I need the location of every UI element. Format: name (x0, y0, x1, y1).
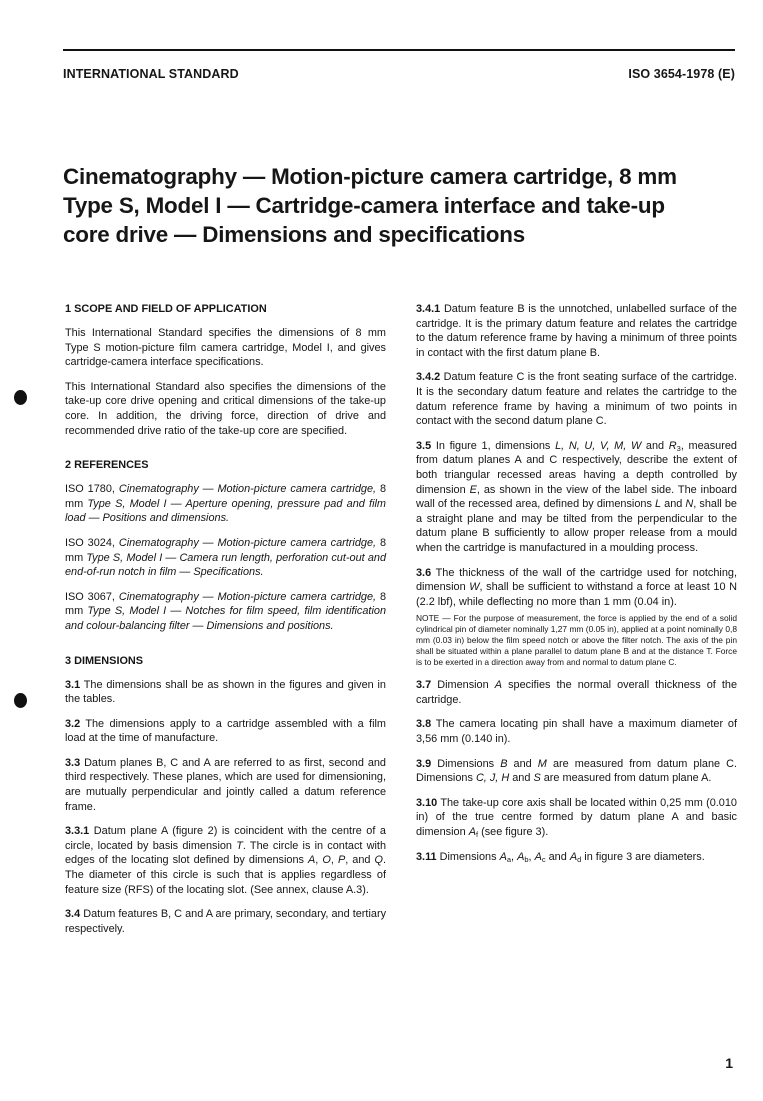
section-3-heading: 3 DIMENSIONS (65, 654, 144, 667)
clause-3-9: 3.9 Dimensions B and M are measured from datum plane C. Dimensions C, J, H and S are measured from datum plane A. (416, 757, 738, 785)
section-1-heading: 1 SCOPE AND FIELD OF APPLICATION (65, 303, 267, 315)
header-standard-label: INTERNATIONAL STANDARD (63, 67, 239, 81)
header-rule (63, 49, 735, 51)
clause-3-10: 3.10 The take-up core axis shall be located within 0,25 mm (0.010 in) of the true centre formed by datum plane A and basic dimension $A_f$ (see figure 3). (416, 796, 737, 840)
note-3-6: NOTE — For the purpose of measurement, the force is applied by the end of a solid cylindrical pin of diameter nominally 1,27 mm (0.05 in), applied at a point nominally 0,8 mm (0.03 in) below the film speed notch or above the filter notch. The axis of the pin shall be situated within a plane parallel to datum plane B and at the distance T. Force is to be exerted in a direction away from and normal to datum plane C. (416, 613, 737, 668)
title-line-2: Type S, Model I — Cartridge-camera interface and take-up (63, 193, 665, 218)
left-column (65, 302, 386, 946)
clause-3-4: 3.4 Datum features B, C and A are primary, secondary, and tertiary respectively. (65, 908, 387, 935)
clause-3-3-1: 3.3.1 Datum plane A (figure 2) is coincident with the centre of a circle, located by basis dimension T. The circle is in contact with edges of the locating slot defined by dimensions A, O, P, and Q. The diameter of this circle is such that is applies regardless of feature size (RFS) of the locating slot. (See annex, clause A.3). (65, 825, 387, 896)
clause-3-6: 3.6 The thickness of the wall of the cartridge used for notching, dimension W, shall be sufficient to withstand a force at least 10 N (2.2 lbf), while deflecting no more than 1 mm (0.04 in). (416, 566, 737, 608)
title-line-3: core drive — Dimensions and specifications (63, 222, 525, 247)
clause-3-1: 3.1 The dimensions shall be as shown in the figures and given in the tables. (65, 678, 386, 706)
header-document-number: ISO 3654-1978 (E) (628, 67, 735, 81)
clause-3-3: 3.3 Datum planes B, C and A are referred to as first, second and third respectively. These planes, which are used for dimensioning, are mutually perpendicular and jointly called a datum reference frame. (65, 756, 386, 813)
section-2-heading: 2 REFERENCES (65, 459, 149, 472)
reference-item: ISO 3067, Cinematography — Motion-picture camera cartridge, 8 mm Type S, Model I — Notches for film speed, film identification and colour-balancing filter — Dimensions and positions. (65, 590, 387, 632)
right-column (416, 302, 737, 874)
clause-3-7: 3.7 Dimension A specifies the normal overall thickness of the cartridge. (416, 679, 738, 706)
clause-3-4-1: 3.4.1 Datum feature B is the unnotched, unlabelled surface of the cartridge. It is the primary datum feature and relates the cartridge to the datum reference frame by having a minimum of three points in contact with the first datum plane B. (416, 303, 737, 359)
document-title (63, 162, 743, 249)
page-number: 1 (725, 1055, 733, 1071)
clause-3-2: 3.2 The dimensions apply to a cartridge assembled with a film load at the time of manufacture. (65, 717, 386, 745)
clause-3-11: 3.11 Dimensions $A_a$, $A_b$, $A_c$ and $A_d$ in figure 3 are diameters. (416, 850, 705, 864)
punch-hole-mark (14, 390, 27, 405)
title-line-1: Cinematography — Motion-picture camera cartridge, 8 mm (63, 164, 677, 189)
section-1-paragraph: This International Standard specifies the dimensions of 8 mm Type S motion-picture film camera cartridge, Model I, and gives cartridge-camera interface specifications. (65, 327, 386, 369)
clause-3-8: 3.8 The camera locating pin shall have a maximum diameter of 3,56 mm (0.140 in). (416, 718, 737, 746)
reference-item: ISO 3024, Cinematography — Motion-picture camera cartridge, 8 mm Type S, Model I — Camera run length, perforation cut-out and end-of-run notch in film — Specifications. (65, 536, 387, 579)
reference-item: ISO 1780, Cinematography — Motion-picture camera cartridge, 8 mm Type S, Model I — Aperture opening, pressure pad and film load — Positions and dimensions. (65, 483, 387, 525)
section-1-paragraph: This International Standard also specifies the dimensions of the take-up core drive opening and critical dimensions of the take-up core. In addition, the driving force, direction of drive and recommended drive ratio of the take-up core are specified. (65, 380, 386, 437)
clause-3-5: 3.5 In figure 1, dimensions L, N, U, V, M, W and $R_3$, measured from datum planes A and C respectively, describe the extent of both triangular recessed areas having a depth controlled by dimension E, as shown in the view of the label side. The inboard wall of the recessed area, defined by dimensions L and N, shall be a straight plane and may be tilted from the perpendicular to the datum plane B sufficiently to allow proper release from a mould when the cartridge is manufactured in a moulding process. (416, 439, 737, 554)
punch-hole-mark (14, 693, 27, 708)
clause-3-4-2: 3.4.2 Datum feature C is the front seating surface of the cartridge. It is the secondary datum feature and relates the cartridge to the datum reference frame by having a minimum of two points in contact with the second datum plane C. (416, 371, 738, 428)
